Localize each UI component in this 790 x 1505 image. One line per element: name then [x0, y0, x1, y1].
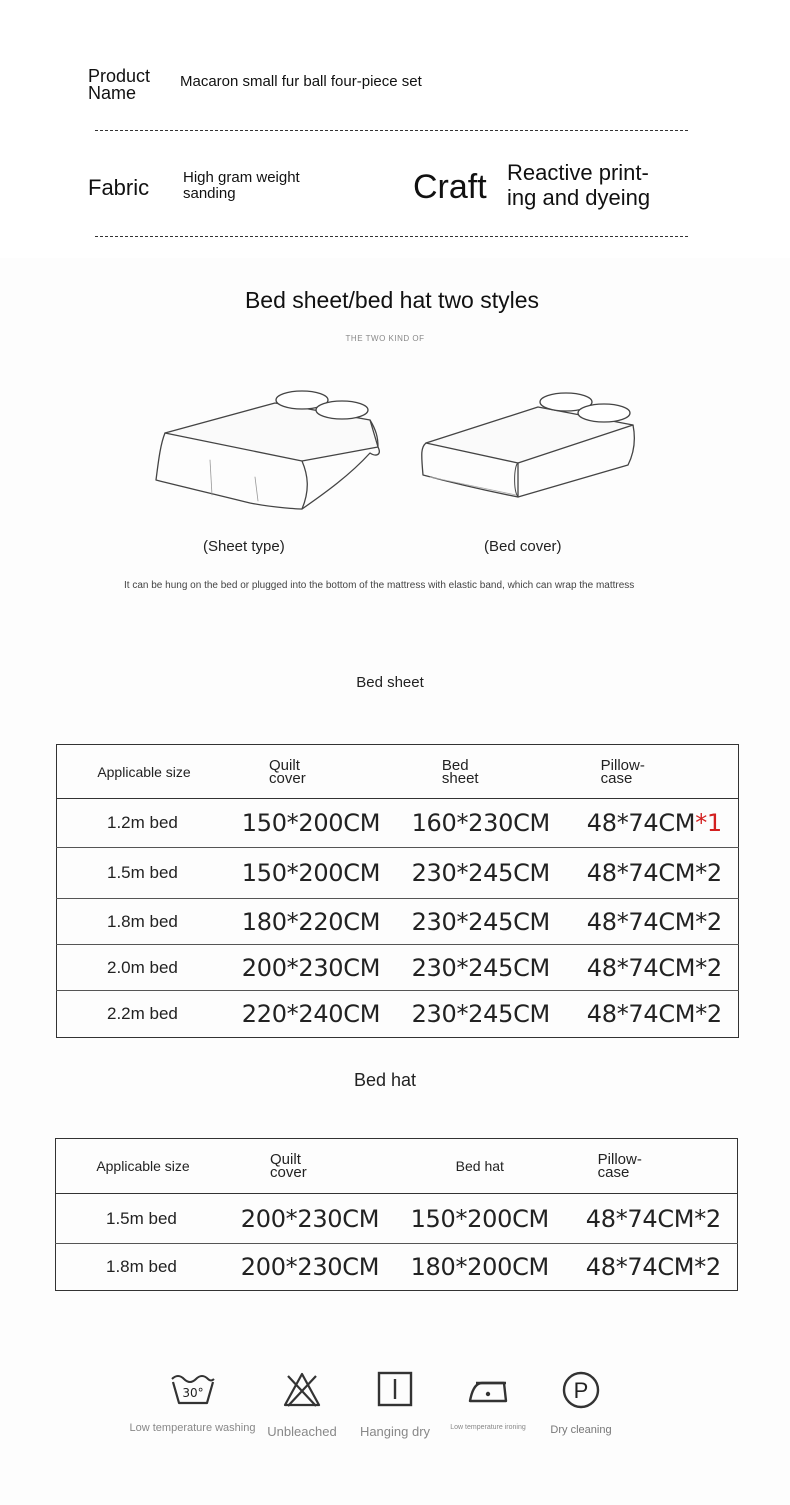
- craft-label: Craft: [413, 168, 487, 206]
- sheet-type-caption: (Sheet type): [203, 538, 285, 555]
- header-quilt-line-2: cover: [269, 769, 306, 787]
- hanging-dry-icon: [375, 1370, 415, 1410]
- header-sheet-line-2: sheet: [441, 769, 479, 787]
- table-row: [57, 991, 739, 1038]
- header-bed-sheet: [391, 745, 571, 799]
- bed-sheet-cell: 230*245CM: [391, 899, 571, 945]
- styles-subtitle: THE TWO KIND OF: [345, 334, 425, 343]
- header-applicable-size: Applicable size: [57, 745, 232, 799]
- quilt-cover-cell: 150*200CM: [231, 848, 391, 899]
- craft-value: [507, 160, 650, 210]
- header-quilt-line-2: cover: [270, 1164, 307, 1181]
- header-applicable-size: Applicable size: [56, 1139, 231, 1194]
- bed-size-cell: 2.0m bed: [57, 945, 232, 991]
- pillowcase-cell: 48*74CM*2: [570, 1194, 738, 1244]
- bed-cover-caption: (Bed cover): [484, 538, 562, 555]
- quilt-cover-cell: 200*230CM: [230, 1194, 390, 1244]
- header-quilt-cover: [230, 1139, 390, 1194]
- quilt-cover-cell: 200*230CM: [231, 945, 391, 991]
- pillowcase-quantity: *2: [695, 1000, 722, 1028]
- pillowcase-size: 48*74CM: [586, 1000, 696, 1028]
- header-pillowcase: [570, 1139, 738, 1194]
- bed-sheet-cell: 230*245CM: [391, 848, 571, 899]
- styles-title: Bed sheet/bed hat two styles: [244, 287, 540, 313]
- pillowcase-cell: [571, 799, 739, 848]
- fabric-value-line-1: High gram weight: [183, 169, 300, 186]
- bed-size-cell: 1.5m bed: [56, 1194, 231, 1244]
- care-iron-label: Low temperature ironing: [450, 1424, 526, 1431]
- bed-hat-table: [55, 1138, 738, 1291]
- fabric-label: Fabric: [88, 175, 150, 200]
- product-name-label-line-2: Name: [88, 83, 137, 103]
- iron-low-temperature-icon: [466, 1370, 510, 1410]
- bed-hat-header-row: [56, 1139, 738, 1194]
- quilt-cover-cell: 220*240CM: [241, 1000, 381, 1028]
- no-bleach-icon: [282, 1370, 322, 1410]
- header-background: [0, 0, 790, 258]
- header-pillowcase: [571, 745, 739, 799]
- pillowcase-cell: [571, 899, 739, 945]
- product-name-label-line-1: Product: [88, 66, 151, 86]
- header-pillow-line-1: Pillow-: [597, 1151, 642, 1168]
- bed-sheet-header-row: [57, 745, 739, 799]
- product-name-label: [88, 68, 150, 102]
- header-pillow-line-1: Pillow-: [600, 756, 645, 774]
- fabric-value: [183, 170, 300, 202]
- pillowcase-quantity: *2: [695, 859, 722, 887]
- pillowcase-quantity: *2: [695, 953, 722, 982]
- pillowcase-size: 48*74CM: [586, 809, 696, 837]
- bed-size-cell: 1.8m bed: [57, 899, 232, 945]
- pillowcase-cell: [571, 991, 739, 1038]
- wash-30-icon: [169, 1370, 217, 1410]
- table-row: [56, 1244, 738, 1291]
- pillowcase-size: 48*74CM: [586, 953, 696, 982]
- pillowcase-size: 48*74CM: [586, 859, 696, 887]
- dry-cleaning-icon: [560, 1370, 602, 1410]
- craft-value-line-2: ing and dyeing: [507, 185, 651, 210]
- wash-temperature: 30°: [181, 1386, 204, 1400]
- header-pillow-line-2: case: [600, 769, 633, 787]
- bed-size-cell: 2.2m bed: [107, 1004, 178, 1023]
- pillowcase-quantity: *1: [695, 809, 722, 837]
- styles-note: It can be hung on the bed or plugged into the bottom of the mattress with elastic band, which can wrap the mattress: [124, 580, 635, 591]
- care-wash-label: Low temperature washing: [129, 1422, 256, 1434]
- dashed-divider: [95, 130, 688, 131]
- fabric-value-line-2: sanding: [183, 185, 236, 202]
- bed-hat-cell: 180*200CM: [410, 1253, 549, 1281]
- quilt-cover-cell: 150*200CM: [231, 799, 391, 848]
- pillowcase-quantity: *2: [695, 907, 722, 936]
- header-quilt-line-1: Quilt: [269, 756, 300, 774]
- table-row: [57, 899, 739, 945]
- care-dry-clean: [541, 1370, 621, 1436]
- header-bed-hat: Bed hat: [390, 1139, 570, 1194]
- dashed-divider: [95, 236, 688, 237]
- table-row: [57, 848, 739, 899]
- bed-hat-cell: 150*200CM: [390, 1194, 570, 1244]
- care-wash: [125, 1370, 260, 1434]
- bed-size-cell: 1.2m bed: [57, 799, 232, 848]
- pillowcase-cell: [571, 945, 739, 991]
- craft-value-line-1: Reactive print-: [507, 160, 649, 185]
- quilt-cover-cell: 180*220CM: [231, 899, 391, 945]
- header-pillow-line-2: case: [597, 1164, 630, 1181]
- table-row: [57, 799, 739, 848]
- bed-size-cell: 1.5m bed: [57, 848, 232, 899]
- bed-sheet-cell: 160*230CM: [391, 799, 571, 848]
- header-quilt-line-1: Quilt: [270, 1151, 301, 1168]
- pillowcase-cell: 48*74CM*2: [585, 1253, 721, 1281]
- bed-sheet-cell: 230*245CM: [391, 945, 571, 991]
- pillowcase-size: 48*74CM: [586, 907, 696, 936]
- bed-cover-illustration: [418, 385, 643, 510]
- bed-sheet-title: Bed sheet: [356, 674, 424, 691]
- product-name-value: Macaron small fur ball four-piece set: [180, 73, 422, 90]
- care-dry-clean-label: Dry cleaning: [550, 1424, 612, 1436]
- care-bleach-label: Unbleached: [267, 1424, 337, 1439]
- care-bleach: [262, 1370, 342, 1439]
- care-hang-label: Hanging dry: [359, 1424, 431, 1439]
- dry-clean-letter: P: [573, 1378, 589, 1403]
- bed-sheet-cell: 230*245CM: [411, 1000, 550, 1028]
- header-quilt-cover: [231, 745, 391, 799]
- table-row: [56, 1194, 738, 1244]
- bed-size-cell: 1.8m bed: [106, 1257, 177, 1276]
- pillowcase-cell: [571, 848, 739, 899]
- bed-hat-title: Bed hat: [353, 1070, 417, 1090]
- sheet-type-illustration: [150, 385, 385, 515]
- header-sheet-line-1: Bed: [441, 756, 469, 774]
- care-iron: [432, 1370, 544, 1431]
- care-hang: [355, 1370, 435, 1439]
- table-row: [57, 945, 739, 991]
- bed-sheet-table: [56, 744, 739, 1038]
- quilt-cover-cell: 200*230CM: [240, 1253, 380, 1281]
